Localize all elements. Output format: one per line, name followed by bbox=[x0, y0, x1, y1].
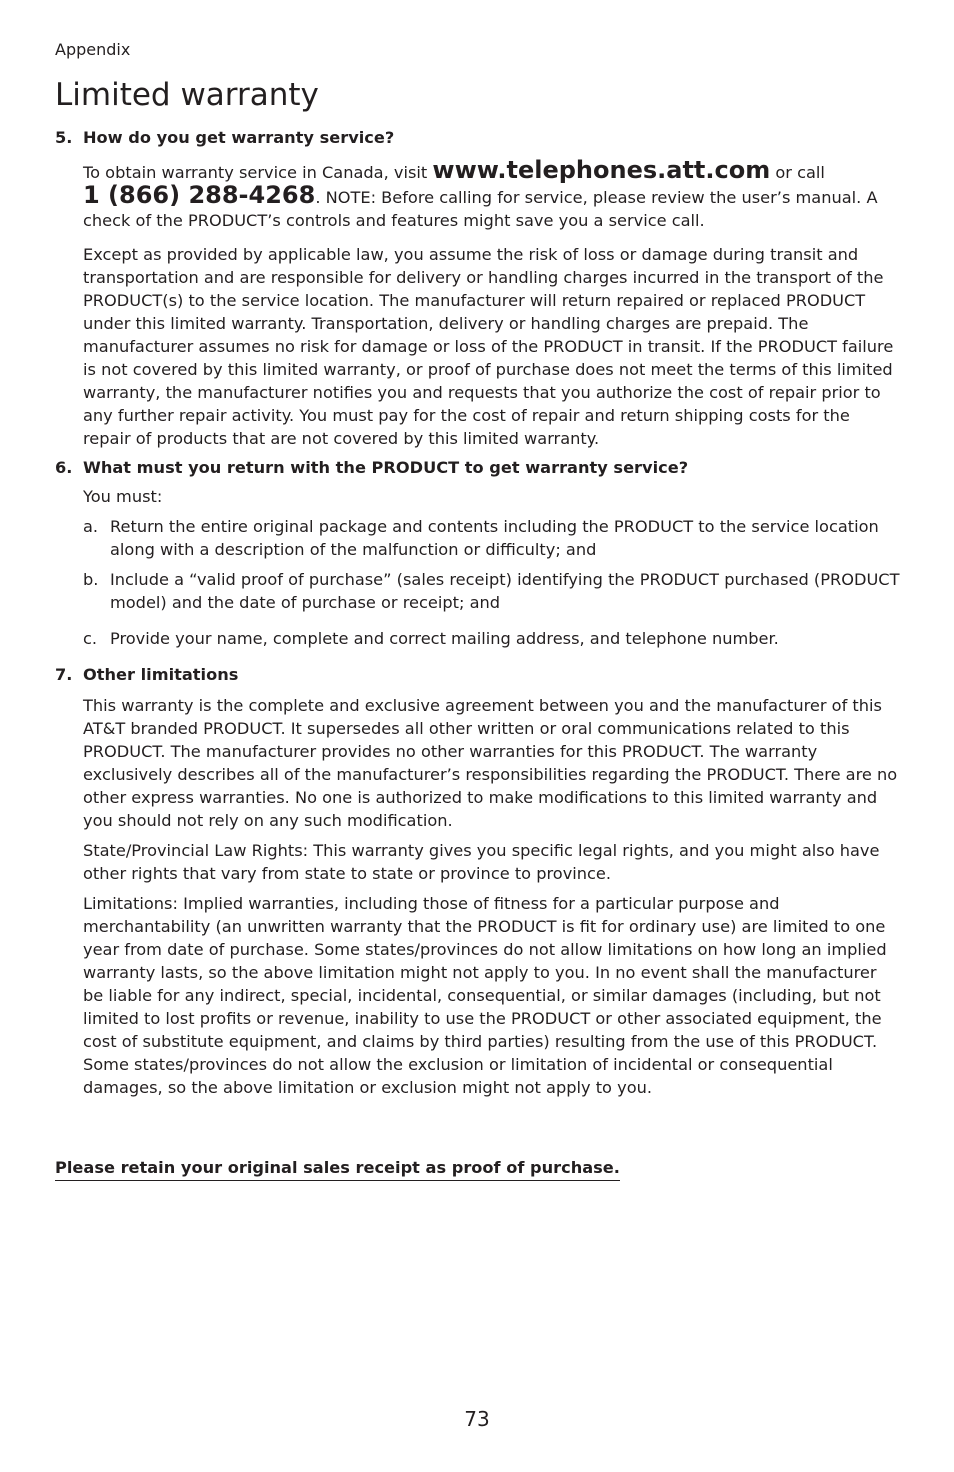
section-label: Appendix bbox=[55, 40, 131, 59]
section-7-heading-text: Other limitations bbox=[83, 665, 239, 684]
website-link[interactable]: www.telephones.att.com bbox=[432, 156, 771, 184]
section-7-number: 7. bbox=[55, 665, 73, 684]
retain-receipt-note: Please retain your original sales receipt as proof of purchase. bbox=[55, 1156, 620, 1181]
section-6-heading-text: What must you return with the PRODUCT to get warranty service? bbox=[83, 458, 689, 477]
section-7-heading bbox=[55, 663, 900, 686]
section-6-intro: You must: bbox=[83, 487, 163, 506]
warranty-content bbox=[55, 126, 900, 1099]
section-5-p1-before: To obtain warranty service in Canada, visit bbox=[83, 163, 433, 182]
list-item bbox=[55, 568, 900, 614]
section-5-p1-after: . NOTE: Before calling for service, please review the user’s manual. A check of the PRODUCT’s controls and features might save you a service call. bbox=[83, 188, 878, 230]
section-5-number: 5. bbox=[55, 128, 73, 147]
page-number: 73 bbox=[464, 1407, 490, 1431]
list-item bbox=[55, 627, 900, 650]
section-6-number: 6. bbox=[55, 458, 73, 477]
list-item bbox=[55, 515, 900, 561]
list-item-text: Return the entire original package and contents including the PRODUCT to the service location along with a description of the malfunction or difficulty; and bbox=[110, 517, 879, 559]
list-item-letter: b. bbox=[83, 570, 99, 589]
list-item-letter: c. bbox=[83, 629, 98, 648]
section-5-p1-middle: or call bbox=[770, 163, 825, 182]
section-5-heading bbox=[55, 126, 900, 149]
page-title: Limited warranty bbox=[55, 77, 319, 113]
phone-number: 1 (866) 288-4268 bbox=[83, 181, 316, 209]
section-7-paragraph-2: State/Provincial Law Rights: This warranty gives you specific legal rights, and you might also have other rights that vary from state to state or province to province. bbox=[83, 841, 880, 883]
section-7-paragraph-1: This warranty is the complete and exclusive agreement between you and the manufacturer of this AT&T branded PRODUCT. It supersedes all other written or oral communications related to this PRODUCT. The manufacturer provides no other warranties for this PRODUCT. The warranty exclusively describes all of the manufacturer’s responsibilities regarding the PRODUCT. There are no other express warranties. No one is authorized to make modifications to this limited warranty and you should not rely on any such modification. bbox=[83, 696, 898, 830]
section-6-heading bbox=[55, 456, 900, 479]
section-5-paragraph-2: Except as provided by applicable law, you assume the risk of loss or damage during transit and transportation and are responsible for delivery or handling charges incurred in the transport of the PRODUCT(s) to the service location. The manufacturer will return repaired or replaced PRODUCT under this limited warranty. Transportation, delivery or handling charges are prepaid. The manufacturer assumes no risk for damage or loss of the PRODUCT in transit. If the PRODUCT failure is not covered by this limited warranty, or proof of purchase does not meet the terms of this limited warranty, the manufacturer notifies you and requests that you authorize the cost of repair prior to any further repair activity. You must pay for the cost of repair and return shipping costs for the repair of products that are not covered by this limited warranty. bbox=[83, 245, 894, 448]
list-item-letter: a. bbox=[83, 517, 99, 536]
section-7-paragraph-3: Limitations: Implied warranties, including those of fitness for a particular purpose and merchantability (an unwritten warranty that the PRODUCT is fit for ordinary use) are limited to one year from date of purchase. Some states/provinces do not allow limitations on how long an implied warranty lasts, so the above limitation might not apply to you. In no event shall the manufacturer be liable for any indirect, special, incidental, consequential, or similar damages (including, but not limited to lost profits or revenue, inability to use the PRODUCT or other associated equipment, the cost of substitute equipment, and claims by third parties) resulting from the use of this PRODUCT. Some states/provinces do not allow the exclusion or limitation of incidental or consequential damages, so the above limitation or exclusion might not apply to you. bbox=[83, 894, 887, 1097]
section-5-paragraph-1 bbox=[83, 156, 900, 232]
list-item-text: Provide your name, complete and correct mailing address, and telephone number. bbox=[110, 629, 779, 648]
section-5-heading-text: How do you get warranty service? bbox=[83, 128, 395, 147]
list-item-text: Include a “valid proof of purchase” (sales receipt) identifying the PRODUCT purchased (PRODUCT model) and the date of purchase or receipt; and bbox=[110, 570, 900, 612]
